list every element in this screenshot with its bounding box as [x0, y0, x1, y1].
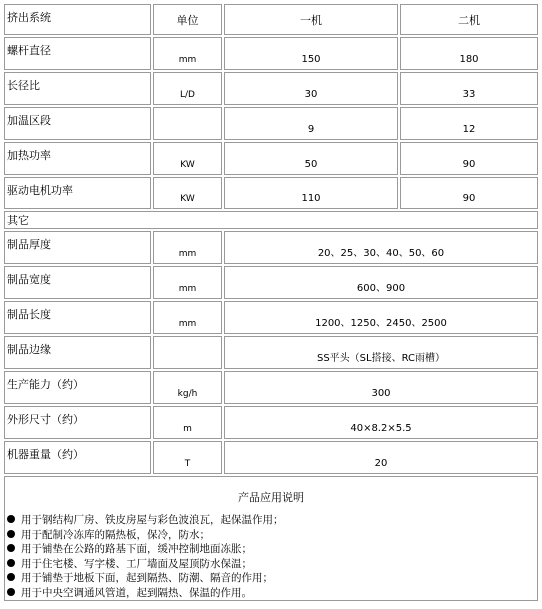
- application-item-text: 用于铺垫于地板下面，起到隔热、防潮、隔音的作用；: [21, 572, 273, 584]
- row-label: [4, 177, 151, 209]
- row-value-model-1: 110: [224, 177, 398, 209]
- bullet-icon: [7, 530, 15, 538]
- row-unit: [153, 336, 222, 369]
- spec-row: [4, 441, 538, 474]
- row-unit: T: [153, 441, 222, 474]
- row-unit: [153, 107, 222, 140]
- row-value: SS平头（SL搭接、RC雨槽）: [224, 336, 538, 369]
- row-unit: kg/h: [153, 371, 222, 404]
- spec-row: [4, 301, 538, 334]
- row-label: [4, 371, 151, 404]
- row-label-text: 制品边缘: [7, 343, 51, 356]
- row-label-text: 制品厚度: [7, 238, 51, 251]
- application-item: [7, 571, 537, 586]
- row-value-model-1: 150: [224, 37, 398, 70]
- section-extrusion-text: 挤出系统: [7, 11, 51, 24]
- row-label-text: 加热功率: [7, 149, 51, 162]
- bullet-icon: [7, 559, 15, 567]
- row-value: 20、25、30、40、50、60: [224, 231, 538, 264]
- row-label-text: 长径比: [7, 79, 40, 92]
- section-other-row: [4, 211, 538, 229]
- bullet-icon: [7, 515, 15, 523]
- spec-row: [4, 266, 538, 299]
- row-value-model-1: 30: [224, 72, 398, 105]
- applications-row: [4, 476, 538, 601]
- application-item-text: 用于住宅楼、写字楼、工厂墙面及屋顶防水保温；: [21, 557, 252, 570]
- row-label: [4, 301, 151, 334]
- application-item-text: 用于铺垫在公路的路基下面，缓冲控制地面冻胀；: [21, 543, 252, 555]
- spec-row: [4, 406, 538, 439]
- applications-title: 产品应用说明: [238, 491, 304, 504]
- row-value-model-2: 33: [400, 72, 538, 105]
- row-value-model-2: 180: [400, 37, 538, 70]
- application-item: [7, 528, 537, 543]
- spec-row: [4, 231, 538, 264]
- spec-row: [4, 336, 538, 369]
- row-unit: KW: [153, 142, 222, 175]
- bullet-icon: [7, 544, 15, 552]
- application-item: [7, 586, 537, 601]
- row-unit: L/D: [153, 72, 222, 105]
- row-label-text: 加温区段: [7, 114, 51, 127]
- row-label-text: 驱动电机功率: [7, 184, 73, 197]
- row-label-text: 制品宽度: [7, 273, 51, 286]
- row-label: [4, 266, 151, 299]
- row-label: [4, 441, 151, 474]
- row-unit: mm: [153, 301, 222, 334]
- spec-table-body: [4, 4, 538, 601]
- header-row: [4, 4, 538, 35]
- application-item-text: 用于配制冷冻库的隔热板，保冷，防水；: [21, 528, 210, 541]
- row-value-model-1: 9: [224, 107, 398, 140]
- spec-table: [2, 2, 540, 603]
- row-value-model-2: 90: [400, 142, 538, 175]
- row-label-text: 生产能力（约）: [7, 378, 84, 391]
- application-item: [7, 557, 537, 572]
- row-label-text: 机器重量（约）: [7, 448, 84, 461]
- row-unit: m: [153, 406, 222, 439]
- application-item-text: 用于中央空调通风管道，起到隔热、保温的作用。: [21, 586, 252, 599]
- row-value-model-2: 90: [400, 177, 538, 209]
- row-value-model-2: 12: [400, 107, 538, 140]
- row-value: 300: [224, 371, 538, 404]
- row-value: 600、900: [224, 266, 538, 299]
- header-model-1: 一机: [224, 4, 398, 35]
- spec-row: [4, 72, 538, 105]
- row-label: [4, 142, 151, 175]
- row-label: [4, 107, 151, 140]
- bullet-icon: [7, 588, 15, 596]
- section-other-label: 其它: [4, 211, 538, 229]
- row-label-text: 螺杆直径: [7, 44, 51, 57]
- application-item: [7, 542, 537, 557]
- applications-section: [4, 476, 538, 601]
- row-label: [4, 336, 151, 369]
- spec-row: [4, 142, 538, 175]
- applications-list: [5, 513, 537, 600]
- row-value: 40×8.2×5.5: [224, 406, 538, 439]
- row-label: [4, 37, 151, 70]
- row-label: [4, 406, 151, 439]
- row-unit: mm: [153, 266, 222, 299]
- row-value: 1200、1250、2450、2500: [224, 301, 538, 334]
- row-label: [4, 231, 151, 264]
- row-unit: mm: [153, 37, 222, 70]
- row-label-text: 外形尺寸（约）: [7, 413, 84, 426]
- application-item-text: 用于钢结构厂房、铁皮房屋与彩色波浪瓦，起保温作用；: [21, 514, 284, 526]
- row-unit: mm: [153, 231, 222, 264]
- spec-row: [4, 37, 538, 70]
- bullet-icon: [7, 573, 15, 581]
- row-unit: KW: [153, 177, 222, 209]
- header-unit: 单位: [153, 4, 222, 35]
- spec-row: [4, 107, 538, 140]
- application-item: [7, 513, 537, 528]
- section-extrusion-label: [4, 4, 151, 35]
- spec-row: [4, 371, 538, 404]
- spec-row: [4, 177, 538, 209]
- row-label-text: 制品长度: [7, 308, 51, 321]
- row-label: [4, 72, 151, 105]
- row-value-model-1: 50: [224, 142, 398, 175]
- row-value: 20: [224, 441, 538, 474]
- header-model-2: 二机: [400, 4, 538, 35]
